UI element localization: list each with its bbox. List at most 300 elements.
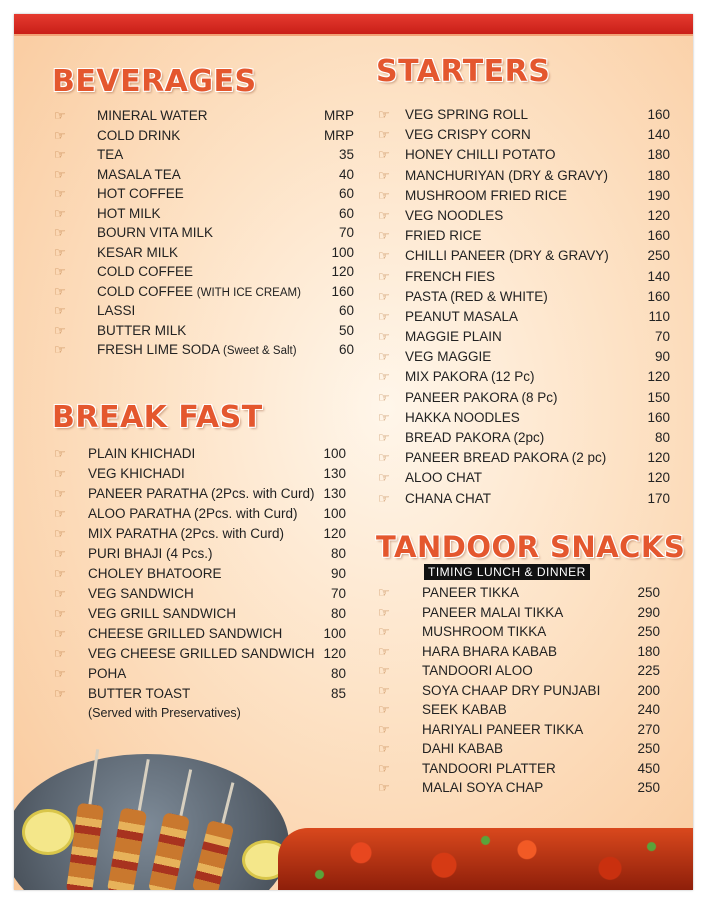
pointing-hand-icon: ☞ xyxy=(54,506,66,521)
item-name xyxy=(405,246,609,266)
item-price: 140 xyxy=(647,127,670,143)
menu-item xyxy=(378,206,670,226)
menu-item xyxy=(378,759,660,779)
starters-heading: STARTERS xyxy=(376,54,551,89)
item-name xyxy=(405,367,535,387)
item-price: 180 xyxy=(647,147,670,163)
item-name-text: CHILLI PANEER (DRY & GRAVY) xyxy=(405,248,609,264)
menu-item xyxy=(378,622,660,642)
menu-item xyxy=(378,388,670,408)
menu-item xyxy=(54,106,354,126)
pointing-hand-icon: ☞ xyxy=(54,166,66,182)
menu-item xyxy=(54,464,346,484)
pointing-hand-icon: ☞ xyxy=(378,369,390,385)
menu-item xyxy=(378,778,660,798)
item-name xyxy=(422,661,533,681)
item-name-text: MIX PAKORA (12 Pc) xyxy=(405,369,535,385)
item-name-text: MALAI SOYA CHAP xyxy=(422,780,544,795)
pointing-hand-icon: ☞ xyxy=(378,107,390,122)
pointing-hand-icon: ☞ xyxy=(378,490,390,506)
item-name xyxy=(88,504,298,524)
item-price: 250 xyxy=(637,741,660,756)
item-name xyxy=(88,584,194,604)
pointing-hand-icon: ☞ xyxy=(378,741,390,756)
item-price: 160 xyxy=(647,409,670,425)
item-price: 85 xyxy=(330,686,346,701)
item-price: 250 xyxy=(647,248,670,264)
pointing-hand-icon: ☞ xyxy=(378,450,390,466)
item-name xyxy=(88,564,222,584)
pointing-hand-icon: ☞ xyxy=(378,604,390,620)
item-price: 60 xyxy=(338,342,354,357)
item-name xyxy=(422,583,519,603)
pointing-hand-icon: ☞ xyxy=(378,624,390,639)
item-name-text: FRIED RICE xyxy=(405,228,482,244)
item-name-text: HOT MILK xyxy=(97,205,161,221)
item-price: 120 xyxy=(323,526,346,541)
item-price: MRP xyxy=(324,127,354,143)
pointing-hand-icon: ☞ xyxy=(378,308,390,324)
item-price: 160 xyxy=(647,288,670,304)
lemon-slice xyxy=(22,809,74,855)
item-price: 200 xyxy=(637,682,660,698)
item-name xyxy=(405,448,606,468)
menu-item xyxy=(378,307,670,327)
item-name xyxy=(422,622,546,642)
item-price: 180 xyxy=(647,167,670,183)
menu-item xyxy=(54,684,346,704)
pointing-hand-icon: ☞ xyxy=(54,303,66,318)
menu-item xyxy=(378,327,670,347)
item-name-text: COLD COFFEE xyxy=(97,264,194,279)
menu-item xyxy=(378,267,670,287)
breakfast-list xyxy=(54,444,346,704)
item-name xyxy=(405,125,531,145)
pointing-hand-icon: ☞ xyxy=(54,342,66,357)
pointing-hand-icon: ☞ xyxy=(378,430,390,445)
item-name xyxy=(97,165,181,185)
item-price: 170 xyxy=(647,490,670,506)
pointing-hand-icon: ☞ xyxy=(54,666,66,681)
pointing-hand-icon: ☞ xyxy=(378,228,390,244)
item-name-text: MINERAL WATER xyxy=(97,108,208,123)
pointing-hand-icon: ☞ xyxy=(378,760,390,776)
item-name-text: HAKKA NOODLES xyxy=(405,409,520,425)
item-price: 110 xyxy=(648,308,670,324)
pointing-hand-icon: ☞ xyxy=(54,566,66,581)
menu-item xyxy=(378,408,670,428)
pointing-hand-icon: ☞ xyxy=(54,626,66,641)
item-name-text: VEG SPRING ROLL xyxy=(405,107,529,122)
item-name-text: LASSI xyxy=(97,303,136,318)
menu-item xyxy=(54,624,346,644)
item-name xyxy=(405,166,608,186)
item-name-text: BUTTER TOAST xyxy=(88,686,191,701)
item-name xyxy=(405,347,491,367)
item-price: 70 xyxy=(654,329,670,345)
menu-item xyxy=(378,489,670,509)
pointing-hand-icon: ☞ xyxy=(54,486,66,501)
pointing-hand-icon: ☞ xyxy=(378,288,390,304)
pointing-hand-icon: ☞ xyxy=(378,663,390,678)
pointing-hand-icon: ☞ xyxy=(54,205,66,221)
menu-item xyxy=(378,287,670,307)
pointing-hand-icon: ☞ xyxy=(54,147,66,162)
item-name xyxy=(88,644,315,664)
menu-item xyxy=(378,125,670,145)
item-name xyxy=(88,684,190,704)
pointing-hand-icon: ☞ xyxy=(378,329,390,345)
beverages-heading: BEVERAGES xyxy=(52,64,257,99)
menu-item xyxy=(54,504,346,524)
item-name xyxy=(422,720,583,740)
beverages-list xyxy=(54,106,354,360)
item-name-text: CHOLEY BHATOORE xyxy=(88,566,222,581)
item-price: MRP xyxy=(324,108,354,123)
item-name xyxy=(97,262,193,282)
item-name xyxy=(422,642,557,662)
menu-item xyxy=(378,246,670,266)
item-price: 160 xyxy=(331,283,354,299)
pointing-hand-icon: ☞ xyxy=(378,702,390,717)
item-name xyxy=(422,681,600,701)
menu-item xyxy=(54,243,354,263)
item-name xyxy=(405,145,556,165)
item-name xyxy=(405,105,528,125)
item-name-text: DAHI KABAB xyxy=(422,741,504,756)
menu-item xyxy=(378,186,670,206)
item-name-text: VEG CHEESE GRILLED SANDWICH xyxy=(88,646,315,661)
item-name-text: KESAR MILK xyxy=(97,244,179,260)
chilli-food-image xyxy=(278,828,693,890)
item-price: 160 xyxy=(647,228,670,244)
item-name-text: CHANA CHAT xyxy=(405,490,492,506)
item-name-text: PANEER PAKORA (8 Pc) xyxy=(405,389,558,405)
pointing-hand-icon: ☞ xyxy=(378,780,390,795)
pointing-hand-icon: ☞ xyxy=(378,585,390,600)
item-name-text: MAGGIE PLAIN xyxy=(405,329,502,345)
menu-item xyxy=(378,739,660,759)
item-name-text: MUSHROOM TIKKA xyxy=(422,624,547,639)
item-price: 270 xyxy=(637,721,660,737)
item-name xyxy=(88,544,213,564)
item-price: 50 xyxy=(338,322,354,338)
item-name-text: ALOO CHAT xyxy=(405,470,483,486)
item-price: 290 xyxy=(637,604,660,620)
item-name xyxy=(405,307,518,327)
item-name xyxy=(405,489,491,509)
item-price: 100 xyxy=(323,446,346,461)
item-name xyxy=(88,624,282,644)
item-name xyxy=(97,301,135,321)
item-name-text: HARIYALI PANEER TIKKA xyxy=(422,721,584,737)
breakfast-heading: BREAK FAST xyxy=(52,400,263,435)
item-price: 450 xyxy=(637,760,660,776)
item-name xyxy=(422,759,556,779)
item-price: 250 xyxy=(637,585,660,600)
menu-item xyxy=(378,428,670,448)
item-name-text: VEG GRILL SANDWICH xyxy=(88,606,237,621)
item-name xyxy=(97,243,178,263)
tandoor-heading: TANDOOR SNACKS xyxy=(376,530,686,564)
menu-item xyxy=(54,321,354,341)
item-name xyxy=(97,321,186,341)
item-name-text: VEG CRISPY CORN xyxy=(405,127,531,143)
item-name-text: TANDOORI ALOO xyxy=(422,663,533,678)
item-name-text: PANEER BREAD PAKORA (2 pc) xyxy=(405,450,607,466)
item-name-text: COLD COFFEE xyxy=(97,283,194,299)
menu-item xyxy=(378,700,660,720)
item-name xyxy=(422,700,507,720)
item-price: 35 xyxy=(338,147,354,162)
item-name-text: FRESH LIME SODA xyxy=(97,342,220,357)
pointing-hand-icon: ☞ xyxy=(54,108,66,123)
item-name-text: BUTTER MILK xyxy=(97,322,187,338)
item-name-text: PEANUT MASALA xyxy=(405,308,519,324)
menu-item xyxy=(378,661,660,681)
item-name xyxy=(405,327,502,347)
item-price: 120 xyxy=(323,646,346,661)
item-name-text: FRENCH FIES xyxy=(405,268,496,284)
menu-item xyxy=(54,262,354,282)
menu-item xyxy=(378,603,660,623)
item-price: 130 xyxy=(323,486,346,501)
item-name xyxy=(405,226,482,246)
menu-item xyxy=(54,184,354,204)
menu-item xyxy=(54,564,346,584)
item-name-text: VEG KHICHADI xyxy=(88,466,185,481)
menu-item xyxy=(378,642,660,662)
breakfast-note: (Served with Preservatives) xyxy=(88,706,241,720)
item-name-text: POHA xyxy=(88,666,127,681)
item-name-text: PANEER PARATHA (2Pcs. with Curd) xyxy=(88,486,315,501)
pointing-hand-icon: ☞ xyxy=(54,686,66,701)
item-price: 40 xyxy=(338,166,354,182)
item-name xyxy=(405,468,482,488)
item-name-text: CHEESE GRILLED SANDWICH xyxy=(88,626,283,641)
menu-item xyxy=(54,664,346,684)
item-price: 60 xyxy=(338,205,354,221)
starters-list xyxy=(378,105,670,509)
menu-item xyxy=(378,468,670,488)
item-name xyxy=(405,388,558,408)
item-name-text: HOT COFFEE xyxy=(97,186,184,201)
timing-badge: TIMING LUNCH & DINNER xyxy=(424,564,590,580)
pointing-hand-icon: ☞ xyxy=(378,682,390,698)
item-price: 250 xyxy=(637,624,660,639)
item-name-text: VEG MAGGIE xyxy=(405,349,492,365)
menu-item xyxy=(54,126,354,146)
pointing-hand-icon: ☞ xyxy=(54,646,66,661)
menu-item xyxy=(378,145,670,165)
item-name xyxy=(97,223,213,243)
menu-item xyxy=(54,204,354,224)
item-name-text: PURI BHAJI (4 Pcs.) xyxy=(88,546,213,561)
menu-item xyxy=(54,282,354,302)
item-price: 120 xyxy=(647,207,670,223)
item-name-text: MANCHURIYAN (DRY & GRAVY) xyxy=(405,167,609,183)
menu-item xyxy=(54,145,354,165)
item-price: 100 xyxy=(323,626,346,641)
menu-item xyxy=(54,223,354,243)
item-name-text: PASTA (RED & WHITE) xyxy=(405,288,548,304)
pointing-hand-icon: ☞ xyxy=(378,409,390,425)
item-price: 225 xyxy=(637,663,660,678)
item-name xyxy=(88,444,195,464)
item-price: 70 xyxy=(338,225,354,240)
pointing-hand-icon: ☞ xyxy=(378,721,390,737)
menu-item xyxy=(54,444,346,464)
item-note: (Sweet & Salt) xyxy=(223,345,297,357)
item-price: 140 xyxy=(647,268,670,284)
item-name-text: SEEK KABAB xyxy=(422,702,507,717)
item-name xyxy=(97,184,184,204)
item-name-text: BOURN VITA MILK xyxy=(97,225,214,240)
pointing-hand-icon: ☞ xyxy=(378,389,390,405)
item-name-text: ALOO PARATHA (2Pcs. with Curd) xyxy=(88,506,298,521)
pointing-hand-icon: ☞ xyxy=(378,127,390,143)
item-name xyxy=(97,145,123,165)
item-price: 180 xyxy=(637,643,660,659)
item-name xyxy=(88,524,284,544)
item-price: 80 xyxy=(330,546,346,561)
item-name xyxy=(405,408,520,428)
item-name xyxy=(97,106,208,126)
item-price: 90 xyxy=(330,566,346,581)
menu-item xyxy=(378,583,660,603)
item-price: 80 xyxy=(330,666,346,681)
pointing-hand-icon: ☞ xyxy=(54,186,66,201)
item-price: 90 xyxy=(654,349,670,365)
item-name-text: PLAIN KHICHADI xyxy=(88,446,196,461)
pointing-hand-icon: ☞ xyxy=(378,207,390,223)
menu-item xyxy=(54,484,346,504)
pointing-hand-icon: ☞ xyxy=(54,127,66,143)
item-price: 100 xyxy=(331,244,354,260)
menu-item xyxy=(54,604,346,624)
item-price: 250 xyxy=(637,780,660,795)
item-name-text: SOYA CHAAP DRY PUNJABI xyxy=(422,682,601,698)
item-price: 150 xyxy=(647,389,670,405)
pointing-hand-icon: ☞ xyxy=(378,187,390,203)
item-name xyxy=(97,282,301,304)
item-name-text: MIX PARATHA (2Pcs. with Curd) xyxy=(88,526,285,541)
item-name xyxy=(422,778,543,798)
pointing-hand-icon: ☞ xyxy=(378,167,390,183)
pointing-hand-icon: ☞ xyxy=(378,268,390,284)
menu-item xyxy=(378,347,670,367)
item-name-text: TANDOORI PLATTER xyxy=(422,760,556,776)
pointing-hand-icon: ☞ xyxy=(378,643,390,659)
pointing-hand-icon: ☞ xyxy=(54,244,66,260)
item-name xyxy=(88,664,126,684)
menu-item xyxy=(378,720,660,740)
item-name xyxy=(88,464,185,484)
pointing-hand-icon: ☞ xyxy=(54,225,66,240)
pointing-hand-icon: ☞ xyxy=(378,470,390,486)
item-name-text: MUSHROOM FRIED RICE xyxy=(405,187,567,203)
item-name xyxy=(88,484,315,504)
item-price: 120 xyxy=(647,369,670,385)
item-name xyxy=(97,204,161,224)
top-bar xyxy=(14,14,693,36)
item-price: 60 xyxy=(338,303,354,318)
menu-item xyxy=(54,340,354,360)
item-price: 190 xyxy=(647,187,670,203)
menu-item xyxy=(378,166,670,186)
tandoor-list xyxy=(378,583,660,798)
menu-item xyxy=(378,226,670,246)
item-name-text: VEG SANDWICH xyxy=(88,586,194,601)
pointing-hand-icon: ☞ xyxy=(54,466,66,481)
pointing-hand-icon: ☞ xyxy=(54,283,66,299)
menu-item xyxy=(54,301,354,321)
item-note: (WITH ICE CREAM) xyxy=(196,286,301,299)
menu-item xyxy=(54,544,346,564)
pointing-hand-icon: ☞ xyxy=(54,606,66,621)
item-name-text: PANEER MALAI TIKKA xyxy=(422,604,564,620)
item-name xyxy=(97,126,180,146)
item-name xyxy=(97,340,297,362)
item-name-text: HARA BHARA KABAB xyxy=(422,643,558,659)
item-name xyxy=(88,604,236,624)
item-price: 60 xyxy=(338,186,354,201)
item-price: 120 xyxy=(647,450,670,466)
item-name xyxy=(405,206,503,226)
menu-item xyxy=(378,105,670,125)
item-price: 130 xyxy=(323,466,346,481)
item-price: 80 xyxy=(330,606,346,621)
item-price: 80 xyxy=(654,430,670,445)
item-price: 240 xyxy=(637,702,660,717)
item-price: 70 xyxy=(330,586,346,601)
pointing-hand-icon: ☞ xyxy=(54,322,66,338)
item-name xyxy=(405,287,548,307)
pointing-hand-icon: ☞ xyxy=(54,526,66,541)
menu-item xyxy=(378,681,660,701)
pointing-hand-icon: ☞ xyxy=(378,147,390,163)
item-name-text: COLD DRINK xyxy=(97,127,181,143)
item-name xyxy=(422,739,503,759)
menu-page xyxy=(14,14,693,890)
pointing-hand-icon: ☞ xyxy=(54,264,66,279)
menu-item xyxy=(378,448,670,468)
item-name xyxy=(422,603,563,623)
pointing-hand-icon: ☞ xyxy=(378,349,390,365)
item-name-text: BREAD PAKORA (2pc) xyxy=(405,430,545,445)
item-name xyxy=(405,428,544,448)
item-name-text: MASALA TEA xyxy=(97,166,181,182)
item-price: 120 xyxy=(647,470,670,486)
pointing-hand-icon: ☞ xyxy=(378,248,390,264)
item-name xyxy=(405,186,567,206)
pointing-hand-icon: ☞ xyxy=(54,586,66,601)
menu-item xyxy=(378,367,670,387)
item-name-text: VEG NOODLES xyxy=(405,207,504,223)
menu-item xyxy=(54,524,346,544)
menu-item xyxy=(54,584,346,604)
item-name xyxy=(405,267,495,287)
item-price: 100 xyxy=(323,506,346,521)
pointing-hand-icon: ☞ xyxy=(54,446,66,461)
pointing-hand-icon: ☞ xyxy=(54,546,66,561)
item-price: 160 xyxy=(647,107,670,122)
item-name-text: PANEER TIKKA xyxy=(422,585,520,600)
menu-item xyxy=(54,644,346,664)
item-price: 120 xyxy=(331,264,354,279)
menu-item xyxy=(54,165,354,185)
item-name-text: HONEY CHILLI POTATO xyxy=(405,147,556,163)
